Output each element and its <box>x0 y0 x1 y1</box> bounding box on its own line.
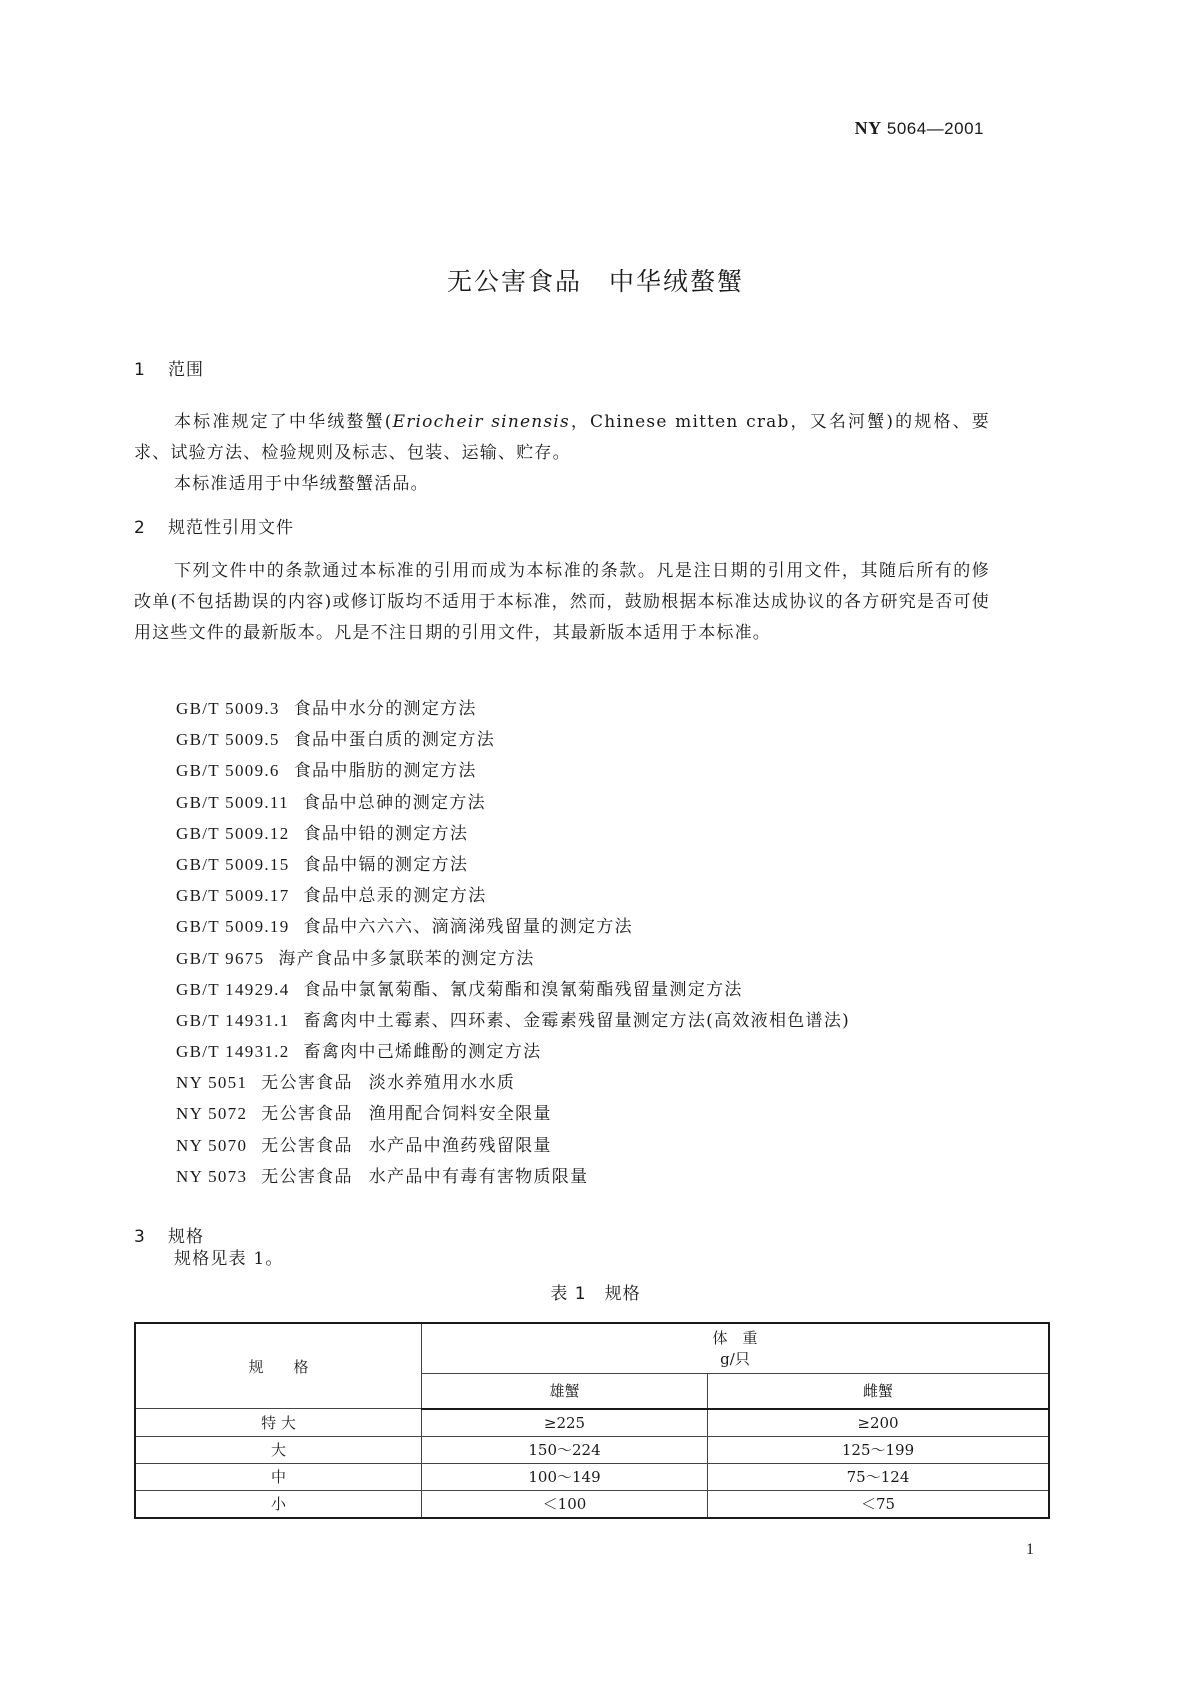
reference-item <box>176 880 850 911</box>
section-heading-1 <box>134 355 204 380</box>
reference-title: 海产食品中多氯联苯的测定方法 <box>278 948 535 969</box>
document-title: 无公害食品 中华绒螯蟹 <box>446 267 744 296</box>
section-heading-2 <box>134 513 294 538</box>
reference-code: NY 5070 <box>176 1135 248 1155</box>
reference-item <box>176 1036 850 1067</box>
reference-code: NY 5072 <box>176 1104 248 1124</box>
reference-title: 食品中总汞的测定方法 <box>303 886 487 907</box>
reference-code: GB/T 5009.12 <box>176 823 290 843</box>
reference-item <box>176 1130 850 1161</box>
reference-title: 食品中水分的测定方法 <box>293 699 477 719</box>
document-code: 5064—2001 <box>886 119 984 138</box>
cell-spec: 中 <box>135 1463 422 1490</box>
reference-subtitle: 无公害食品 <box>261 1166 353 1187</box>
cell-male: 100～149 <box>422 1463 708 1490</box>
reference-code: GB/T 5009.5 <box>176 730 280 750</box>
header-spec-label: 规 格 <box>248 1357 309 1376</box>
reference-code: GB/T 14931.2 <box>176 1042 290 1062</box>
cell-female: 75～124 <box>708 1463 1050 1490</box>
cell-female: ＜75 <box>708 1490 1050 1518</box>
table-row <box>135 1463 1049 1490</box>
reference-code: GB/T 5009.17 <box>176 886 290 906</box>
reference-item <box>176 911 850 942</box>
cell-spec: 小 <box>135 1490 422 1518</box>
reference-title: 畜禽肉中己烯雌酚的测定方法 <box>303 1042 542 1063</box>
reference-item <box>176 1098 850 1129</box>
header-unit-label: g/只 <box>720 1350 750 1369</box>
reference-subtitle: 无公害食品 <box>261 1104 353 1125</box>
table-header-row <box>135 1323 1049 1373</box>
reference-title: 食品中总砷的测定方法 <box>302 792 486 813</box>
reference-item <box>176 849 850 880</box>
reference-title: 食品中六六六、滴滴涕残留量的测定方法 <box>303 917 633 938</box>
cell-male: 150～224 <box>422 1436 708 1463</box>
cell-spec: 特 大 <box>135 1409 422 1437</box>
header-male: 雄蟹 <box>422 1373 708 1409</box>
scope-paragraph-2: 本标准适用于中华绒螯蟹活品。 <box>174 474 429 494</box>
table-row <box>135 1436 1049 1463</box>
header-weight-label: 体 重 <box>712 1329 758 1348</box>
reference-subtitle: 无公害食品 <box>261 1135 353 1156</box>
header-weight <box>422 1323 1050 1373</box>
reference-item <box>176 974 850 1005</box>
section-title: 规范性引用文件 <box>168 518 294 538</box>
reference-title: 食品中铅的测定方法 <box>303 823 469 844</box>
section-title: 范围 <box>168 360 204 380</box>
table-caption: 表 1 规格 <box>550 1284 641 1304</box>
table-row <box>135 1490 1049 1518</box>
reference-code: GB/T 5009.6 <box>176 761 280 781</box>
page-number: 1 <box>1026 1541 1034 1558</box>
reference-item <box>176 1067 850 1098</box>
header-spec <box>135 1323 422 1409</box>
cell-female: ≥200 <box>708 1409 1050 1437</box>
section-number: 2 <box>134 518 146 538</box>
reference-item <box>176 818 850 849</box>
reference-title: 食品中脂肪的测定方法 <box>293 761 477 782</box>
cell-male: ＜100 <box>422 1490 708 1518</box>
reference-item <box>176 943 850 974</box>
reference-code: NY 5051 <box>176 1073 248 1093</box>
reference-code: NY 5073 <box>176 1166 248 1186</box>
section-number: 1 <box>134 360 146 380</box>
scope-text: 本标准规定了中华绒螯蟹( <box>174 412 393 432</box>
reference-subtitle: 无公害食品 <box>261 1073 353 1094</box>
scope-text: ，Chinese mitten crab，又名河蟹)的规格、要求、试验方法、检验规则及标志、包装、运输、贮存。 <box>134 412 990 463</box>
table-row <box>135 1409 1049 1437</box>
section-title: 规格 <box>168 1227 204 1247</box>
document-prefix: NY <box>854 118 882 138</box>
reference-item <box>176 724 850 755</box>
reference-code: GB/T 5009.3 <box>176 699 280 718</box>
reference-title: 食品中蛋白质的测定方法 <box>293 730 496 751</box>
reference-item <box>176 755 850 786</box>
reference-code: GB/T 5009.15 <box>176 854 290 874</box>
header-female: 雌蟹 <box>708 1373 1050 1409</box>
reference-title: 渔用配合饲料安全限量 <box>368 1104 552 1125</box>
latin-name: Eriocheir sinensis <box>392 412 570 432</box>
reference-item <box>176 693 850 724</box>
cell-male: ≥225 <box>422 1409 708 1437</box>
reference-code: GB/T 9675 <box>176 948 265 968</box>
cell-female: 125～199 <box>708 1436 1050 1463</box>
reference-item <box>176 1005 850 1036</box>
reference-item <box>176 787 850 818</box>
reference-title: 食品中镉的测定方法 <box>303 854 469 875</box>
reference-title: 畜禽肉中土霉素、四环素、金霉素残留量测定方法(高效液相色谱法) <box>303 1010 851 1031</box>
reference-code: GB/T 14929.4 <box>176 979 290 999</box>
reference-title: 食品中氯氰菊酯、氰戊菊酯和溴氰菊酯残留量测定方法 <box>303 979 743 1000</box>
document-number <box>855 118 984 139</box>
cell-spec: 大 <box>135 1436 422 1463</box>
scope-paragraph-1 <box>134 407 990 469</box>
spec-table <box>134 1322 1050 1519</box>
spec-intro: 规格见表 1。 <box>174 1249 284 1269</box>
reference-code: GB/T 14931.1 <box>176 1010 290 1030</box>
reference-title: 淡水养殖用水水质 <box>368 1073 516 1094</box>
reference-code: GB/T 5009.11 <box>176 792 289 812</box>
reference-title: 水产品中渔药残留限量 <box>368 1135 552 1156</box>
section-number: 3 <box>134 1227 146 1247</box>
reference-item <box>176 1161 850 1192</box>
reference-list <box>176 693 850 1192</box>
reference-title: 水产品中有毒有害物质限量 <box>368 1166 589 1187</box>
reference-code: GB/T 5009.19 <box>176 917 290 937</box>
references-intro: 下列文件中的条款通过本标准的引用而成为本标准的条款。凡是注日期的引用文件，其随后所有的修改单(不包括勘误的内容)或修订版均不适用于本标准，然而，鼓励根据本标准达成协议的各方研究是否可使用这些文件的最新版本。凡是不注日期的引用文件，其最新版本适用于本标准。 <box>134 561 990 643</box>
